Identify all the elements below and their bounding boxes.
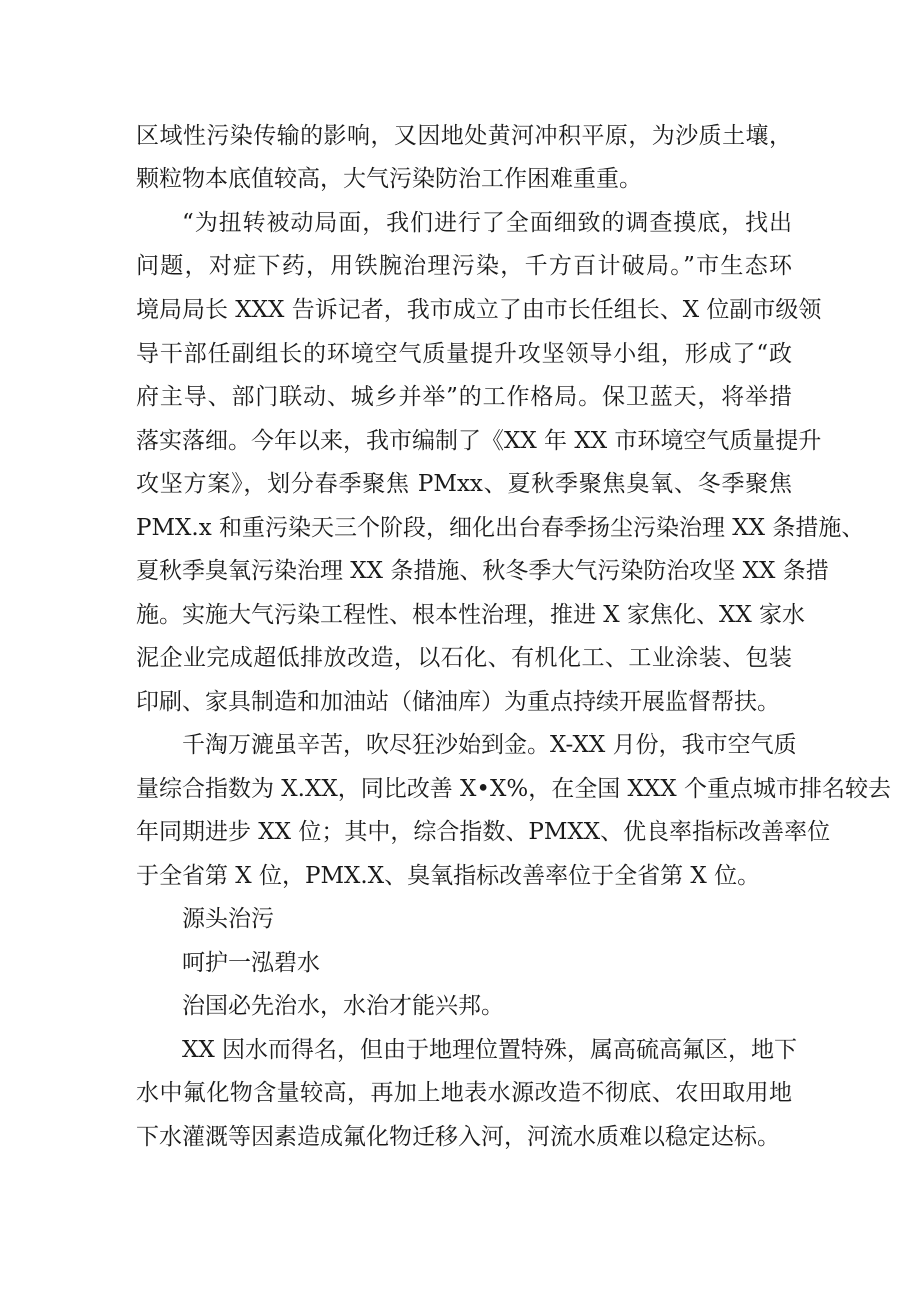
text-line: XX 因水而得名，但由于地理位置特殊，属高硫高氟区，地下 [182, 1037, 798, 1063]
text-line: 府主导、部门联动、城乡并举”的工作格局。保卫蓝天，将举措 [136, 384, 792, 410]
text-line: 问题，对症下药，用铁腕治理污染，千方百计破局。”市生态环 [136, 253, 792, 279]
text-line: 落实落细。今年以来，我市编制了《XX 年 XX 市环境空气质量提升 [136, 428, 822, 454]
text-line: 千淘万漉虽辛苦，吹尽狂沙始到金。X-XX 月份，我市空气质 [182, 732, 797, 758]
text-line: 量综合指数为 X.XX，同比改善 X•X%，在全国 XXX 个重点城市排名较去 [136, 776, 891, 802]
text-line: 境局局长 XXX 告诉记者，我市成立了由市长任组长、X 位副市级领 [136, 297, 822, 323]
text-line: 下水灌溉等因素造成氟化物迁移入河，河流水质难以稳定达标。 [136, 1124, 780, 1150]
text-line: 攻坚方案》，划分春季聚焦 PMxx、夏秋季聚焦臭氧、冬季聚焦 [136, 471, 792, 497]
section-subheading: 呵护一泓碧水 [182, 950, 320, 976]
text-line: 于全省第 X 位，PMX.X、臭氧指标改善率位于全省第 X 位。 [136, 863, 761, 889]
text-line: 泥企业完成超低排放改造，以石化、有机化工、工业涂装、包装 [136, 645, 792, 671]
text-line: PMX.x 和重污染天三个阶段，细化出台春季扬尘污染治理 XX 条措施、 [136, 515, 865, 541]
text-line: 年同期进步 XX 位；其中，综合指数、PMXX、优良率指标改善率位 [136, 819, 831, 845]
text-line: 印刷、家具制造和加油站（储油库）为重点持续开展监督帮扶。 [136, 689, 780, 715]
text-line: 水中氟化物含量较高，再加上地表水源改造不彻底、农田取用地 [136, 1080, 792, 1106]
text-line: 施。实施大气污染工程性、根本性治理，推进 X 家焦化、XX 家水 [136, 602, 806, 628]
section-heading: 源头治污 [182, 906, 274, 932]
text-line: 导干部任副组长的环境空气质量提升攻坚领导小组，形成了“政 [136, 341, 792, 367]
text-line: 治国必先治水，水治才能兴邦。 [182, 993, 504, 1019]
text-line: 颗粒物本底值较高，大气污染防治工作困难重重。 [136, 166, 642, 192]
text-line: “为扭转被动局面，我们进行了全面细致的调查摸底，找出 [182, 210, 792, 236]
text-line: 夏秋季臭氧污染治理 XX 条措施、秋冬季大气污染防治攻坚 XX 条措 [136, 558, 829, 584]
text-line: 区域性污染传输的影响，又因地处黄河冲积平原，为沙质土壤， [136, 123, 792, 149]
